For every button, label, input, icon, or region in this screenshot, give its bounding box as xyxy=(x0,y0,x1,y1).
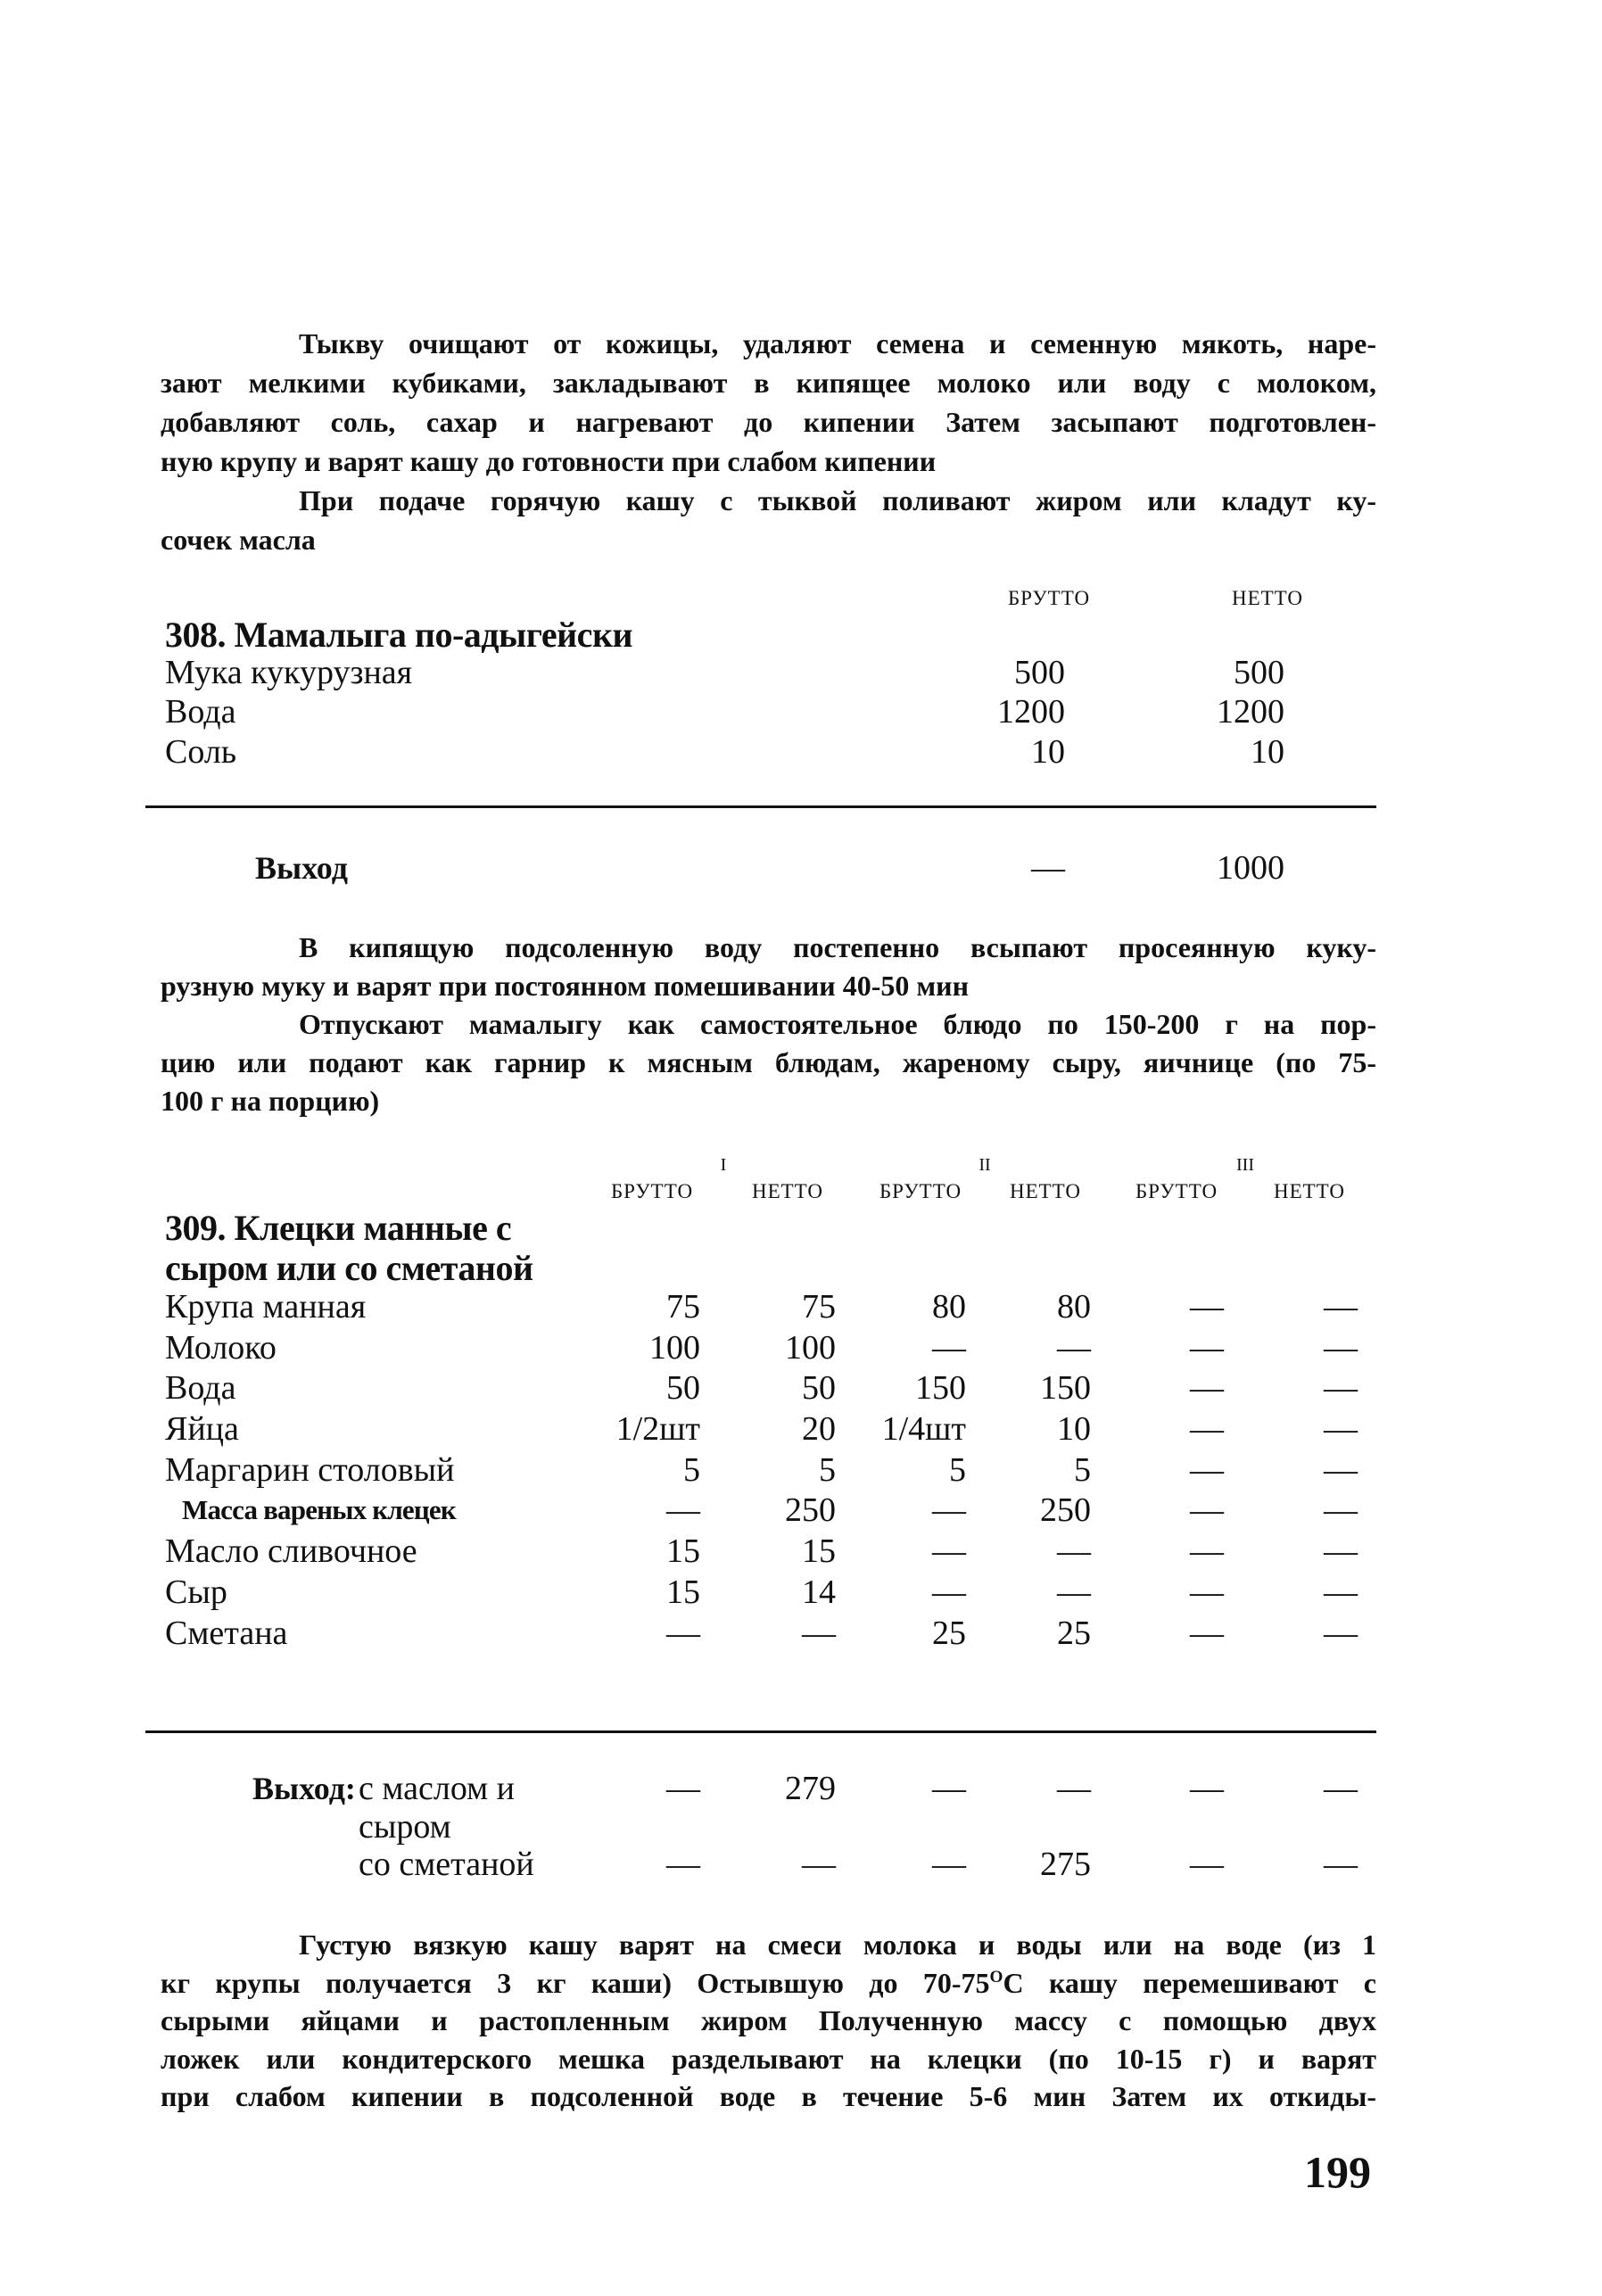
gross-value-ii: — xyxy=(932,1770,966,1807)
instruction-line: В кипящую подсоленную воду постепенно всыпают просеянную куку- xyxy=(299,931,1376,963)
net-value: 1000 xyxy=(1217,849,1284,887)
recipe-309-header-net-iii: НЕТТО xyxy=(1273,1180,1346,1202)
yield-variant-text: с маслом и xyxy=(359,1770,516,1807)
ingredient-row xyxy=(0,1532,1602,1571)
gross-value-iii: — xyxy=(1190,1410,1224,1448)
recipe-309-title-line: сыром или со сметаной xyxy=(165,1248,533,1288)
net-value-ii: 80 xyxy=(1057,1288,1091,1326)
net-value-iii: — xyxy=(1324,1770,1358,1807)
net-value-iii: — xyxy=(1324,1491,1358,1529)
net-value-i: 100 xyxy=(785,1329,836,1367)
ingredient-name: Крупа манная xyxy=(165,1288,367,1326)
intro-paragraph xyxy=(161,324,1376,559)
variant-label-iii: III xyxy=(1236,1155,1254,1175)
recipe-308-divider xyxy=(145,805,1376,808)
net-value-i: 14 xyxy=(802,1573,836,1611)
ingredient-name: Масло сливочное xyxy=(165,1532,417,1570)
ingredient-name: Вода xyxy=(165,693,236,731)
net-value-ii: — xyxy=(1057,1770,1091,1807)
net-value-iii: — xyxy=(1324,1532,1358,1570)
gross-value-ii: 80 xyxy=(932,1288,966,1326)
ingredient-row xyxy=(0,1368,1602,1408)
intro-line: Тыкву очищают от кожицы, удаляют семена и семенную мякоть, наре- xyxy=(299,327,1376,359)
recipe-309-header-gross-iii: БРУТТО xyxy=(1135,1180,1218,1202)
net-value-ii: 5 xyxy=(1074,1451,1091,1489)
ingredient-name: Маргарин столовый xyxy=(165,1451,455,1489)
gross-value-iii: — xyxy=(1190,1451,1224,1489)
gross-value-i: — xyxy=(666,1770,700,1807)
net-value-iii: — xyxy=(1324,1329,1358,1367)
gross-value-ii: — xyxy=(932,1846,966,1883)
gross-value-i: 1/2шт xyxy=(615,1410,700,1448)
recipe-309-header-gross-i: БРУТТО xyxy=(610,1180,694,1202)
instruction-line xyxy=(161,1964,1376,2003)
gross-value-i: 100 xyxy=(649,1329,700,1367)
gross-value-iii: — xyxy=(1190,1770,1224,1807)
recipe-309-instructions xyxy=(161,1926,1376,2116)
gross-value: 500 xyxy=(1014,654,1065,691)
intro-line: добавляют соль, сахар и нагревают до кипении Затем засыпают подготовлен- xyxy=(161,406,1376,438)
net-value-iii: — xyxy=(1324,1410,1358,1448)
ingredient-name: Молоко xyxy=(165,1329,277,1367)
instruction-line: рузную муку и варят при постоянном помешивании 40-50 мин xyxy=(161,970,970,1002)
net-value-i: 20 xyxy=(802,1410,836,1448)
net-value-iii: — xyxy=(1324,1451,1358,1489)
recipe-309-header-net-ii: НЕТТО xyxy=(1009,1180,1082,1202)
gross-value-i: — xyxy=(666,1491,700,1529)
net-value-iii: — xyxy=(1324,1573,1358,1611)
net-value-ii: — xyxy=(1057,1573,1091,1611)
net-value-i: 75 xyxy=(802,1288,836,1326)
gross-value-ii: — xyxy=(932,1573,966,1611)
gross-value-iii: — xyxy=(1190,1369,1224,1407)
instruction-line: при слабом кипении в подсоленной воде в течение 5-6 мин Затем их откиды- xyxy=(161,2080,1376,2112)
net-value: 1200 xyxy=(1217,693,1284,731)
instruction-text: С кашу перемешивают с xyxy=(1003,1966,1377,1999)
gross-value-i: 5 xyxy=(683,1451,700,1489)
ingredient-row xyxy=(0,653,1602,692)
ingredient-row xyxy=(0,1328,1602,1367)
yield-variant-text: со сметаной xyxy=(359,1846,534,1883)
ingredient-row xyxy=(0,1450,1602,1490)
recipe-308-header-gross: БРУТТО xyxy=(1007,587,1091,609)
gross-value-i: 50 xyxy=(666,1369,700,1407)
gross-value-iii: — xyxy=(1190,1532,1224,1570)
gross-value-ii: 25 xyxy=(932,1615,966,1652)
gross-value-iii: — xyxy=(1190,1491,1224,1529)
ingredient-row xyxy=(0,1409,1602,1449)
net-value-i: — xyxy=(802,1615,836,1652)
intro-line: ную крупу и варят кашу до готовности при слабом кипении xyxy=(161,445,937,477)
net-value-ii: — xyxy=(1057,1532,1091,1570)
gross-value-iii: — xyxy=(1190,1615,1224,1652)
yield-label: Выход: xyxy=(252,1771,356,1806)
net-value-ii: 275 xyxy=(1040,1846,1091,1883)
ingredient-name: Соль xyxy=(165,733,237,771)
recipe-308-instructions xyxy=(161,929,1376,1120)
gross-value-iii: — xyxy=(1190,1846,1224,1883)
yield-row xyxy=(0,1807,1602,1846)
yield-row xyxy=(0,1845,1602,1884)
recipe-308-header-net: НЕТТО xyxy=(1231,587,1304,609)
ingredient-row xyxy=(0,1287,1602,1326)
net-value: 10 xyxy=(1251,733,1284,771)
instruction-text: кг крупы получается 3 кг каши) Остывшую до 70-75 xyxy=(161,1966,990,1999)
ingredient-row xyxy=(0,1573,1602,1612)
gross-value: — xyxy=(1031,849,1065,887)
variant-label-ii: II xyxy=(979,1155,991,1175)
gross-value: 1200 xyxy=(997,693,1065,731)
instruction-line: Густую вязкую кашу варят на смеси молока и воды или на воде (из 1 xyxy=(299,1928,1376,1961)
net-value-i: 279 xyxy=(785,1770,836,1807)
net-value-ii: 25 xyxy=(1057,1615,1091,1652)
intro-line: зают мелкими кубиками, закладывают в кипящее молоко или воду с молоком, xyxy=(161,367,1376,399)
net-value-ii: 150 xyxy=(1040,1369,1091,1407)
ingredient-row xyxy=(0,1614,1602,1653)
net-value-ii: 10 xyxy=(1057,1410,1091,1448)
subtotal-row xyxy=(0,1491,1602,1530)
ingredient-row xyxy=(0,732,1602,772)
instruction-line: Отпускают мамалыгу как самостоятельное блюдо по 150-200 г на пор- xyxy=(299,1008,1376,1040)
gross-value-iii: — xyxy=(1190,1329,1224,1367)
gross-value-ii: 150 xyxy=(915,1369,966,1407)
ingredient-name: Сметана xyxy=(165,1615,288,1652)
subtotal-name: Масса вареных клецек xyxy=(182,1494,456,1525)
gross-value-i: — xyxy=(666,1615,700,1652)
net-value-i: 15 xyxy=(802,1532,836,1570)
intro-line: сочек масла xyxy=(161,524,316,556)
recipe-309-title-line: 309. Клецки манные с xyxy=(165,1208,512,1248)
net-value-i: 250 xyxy=(785,1491,836,1529)
gross-value-iii: — xyxy=(1190,1288,1224,1326)
net-value-iii: — xyxy=(1324,1615,1358,1652)
gross-value-i: — xyxy=(666,1846,700,1883)
net-value-ii: — xyxy=(1057,1329,1091,1367)
instruction-line: сырыми яйцами и растопленным жиром Полученную массу с помощью двух xyxy=(161,2004,1376,2036)
intro-line: При подаче горячую кашу с тыквой поливают жиром или кладут ку- xyxy=(299,484,1376,516)
gross-value-ii: — xyxy=(932,1329,966,1367)
yield-variant-text: сыром xyxy=(359,1808,451,1846)
gross-value-i: 15 xyxy=(666,1532,700,1570)
degree-superscript: О xyxy=(989,1967,1003,1986)
net-value-i: 50 xyxy=(802,1369,836,1407)
instruction-line: ложек или кондитерского мешка разделывают на клецки (по 10-15 г) и варят xyxy=(161,2042,1376,2075)
net-value-iii: — xyxy=(1324,1288,1358,1326)
gross-value-ii: 5 xyxy=(949,1451,966,1489)
recipe-309-divider xyxy=(145,1730,1376,1733)
ingredient-row xyxy=(0,692,1602,731)
recipe-309-header-gross-ii: БРУТТО xyxy=(879,1180,962,1202)
ingredient-name: Вода xyxy=(165,1369,236,1407)
ingredient-name: Яйца xyxy=(165,1410,239,1448)
net-value-i: — xyxy=(802,1846,836,1883)
yield-label: Выход xyxy=(255,850,348,886)
gross-value-ii: — xyxy=(932,1532,966,1570)
instruction-line: 100 г на порцию) xyxy=(161,1085,380,1117)
net-value-i: 5 xyxy=(819,1451,836,1489)
net-value-ii: 250 xyxy=(1040,1491,1091,1529)
net-value-iii: — xyxy=(1324,1369,1358,1407)
net-value: 500 xyxy=(1234,654,1284,691)
recipe-309-header-net-i: НЕТТО xyxy=(751,1180,824,1202)
gross-value-ii: — xyxy=(932,1491,966,1529)
yield-row xyxy=(0,1769,1602,1808)
variant-label-i: I xyxy=(720,1155,727,1175)
page-number: 199 xyxy=(1304,2147,1371,2197)
gross-value-i: 75 xyxy=(666,1288,700,1326)
recipe-308-title: 308. Мамалыга по-адыгейски xyxy=(165,615,633,655)
yield-row xyxy=(0,848,1602,888)
ingredient-name: Сыр xyxy=(165,1573,227,1611)
net-value-iii: — xyxy=(1324,1846,1358,1883)
gross-value-iii: — xyxy=(1190,1573,1224,1611)
gross-value-i: 15 xyxy=(666,1573,700,1611)
ingredient-name: Мука кукурузная xyxy=(165,654,413,691)
gross-value-ii: 1/4шт xyxy=(881,1410,966,1448)
instruction-line: цию или подают как гарнир к мясным блюдам, жареному сыру, яичнице (по 75- xyxy=(161,1046,1376,1078)
gross-value: 10 xyxy=(1031,733,1065,771)
